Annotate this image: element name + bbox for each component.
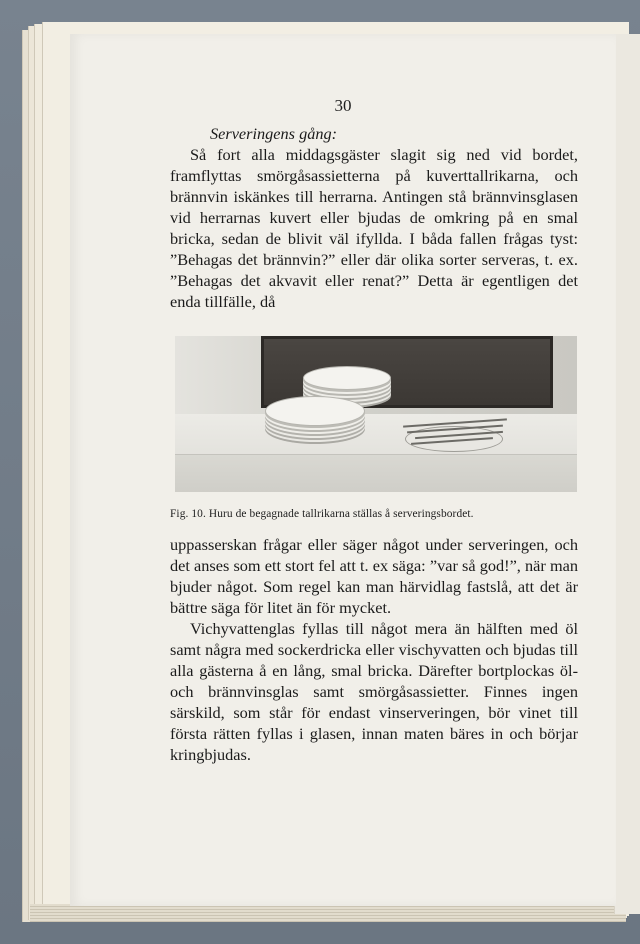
photo-table-front (175, 454, 577, 492)
page-number: 30 (334, 96, 352, 115)
paragraph: Så fort alla middagsgäster slagit sig ned vid bordet, framflyttas smörgåsassietterna på kuverttallrikarna, och brännvin iskänkes till herrarna. Antingen stå brännvinsglasen vid herrarnas kuvert eller bjudas de omkring på en smal bricka, sedan de blivit väl ifyllda. I båda fallen frågas tyst: ”Behagas det brännvin?” eller där olika sorter serveras, t. ex. ”Behagas det akvavit eller renat?” Detta är egentligen det enda tillfälle, då (170, 145, 578, 311)
paragraph: uppasserskan frågar eller säger något under serveringen, och det anses som ett stort fel att t. ex säga: ”var så god!”, när man bjuder något. Som regel kan man härvidlag fastslå, att det är bättre säga för litet än för mycket. (170, 535, 578, 617)
text-block-bottom (170, 534, 578, 765)
figure-photo (175, 336, 577, 492)
facing-page-edge (614, 34, 640, 914)
photo-plate-stack (303, 366, 391, 390)
figure-caption: Fig. 10. Huru de begagnade tallrikarna ställas å serveringsbordet. (170, 508, 474, 520)
page-bottom-edges (30, 904, 626, 922)
paragraph: Vichyvattenglas fyllas till något mera än hälften med öl samt några med sockerdricka eller vischyvatten och bjudas till alla gästerna å en lång, smal bricka. Därefter bortplockas öl- och brännvinsglas samt smörgåsassietter. Finnes ingen särskild, som står för endast vinserveringen, bör vinet till första rätten fyllas i glasen, innan maten bäres in och börjar kringbjudas. (170, 619, 578, 764)
photo-plate-stack (265, 396, 365, 426)
text-block-top (170, 123, 578, 312)
book-page (70, 34, 616, 906)
section-title: Serveringens gång: (210, 124, 338, 143)
